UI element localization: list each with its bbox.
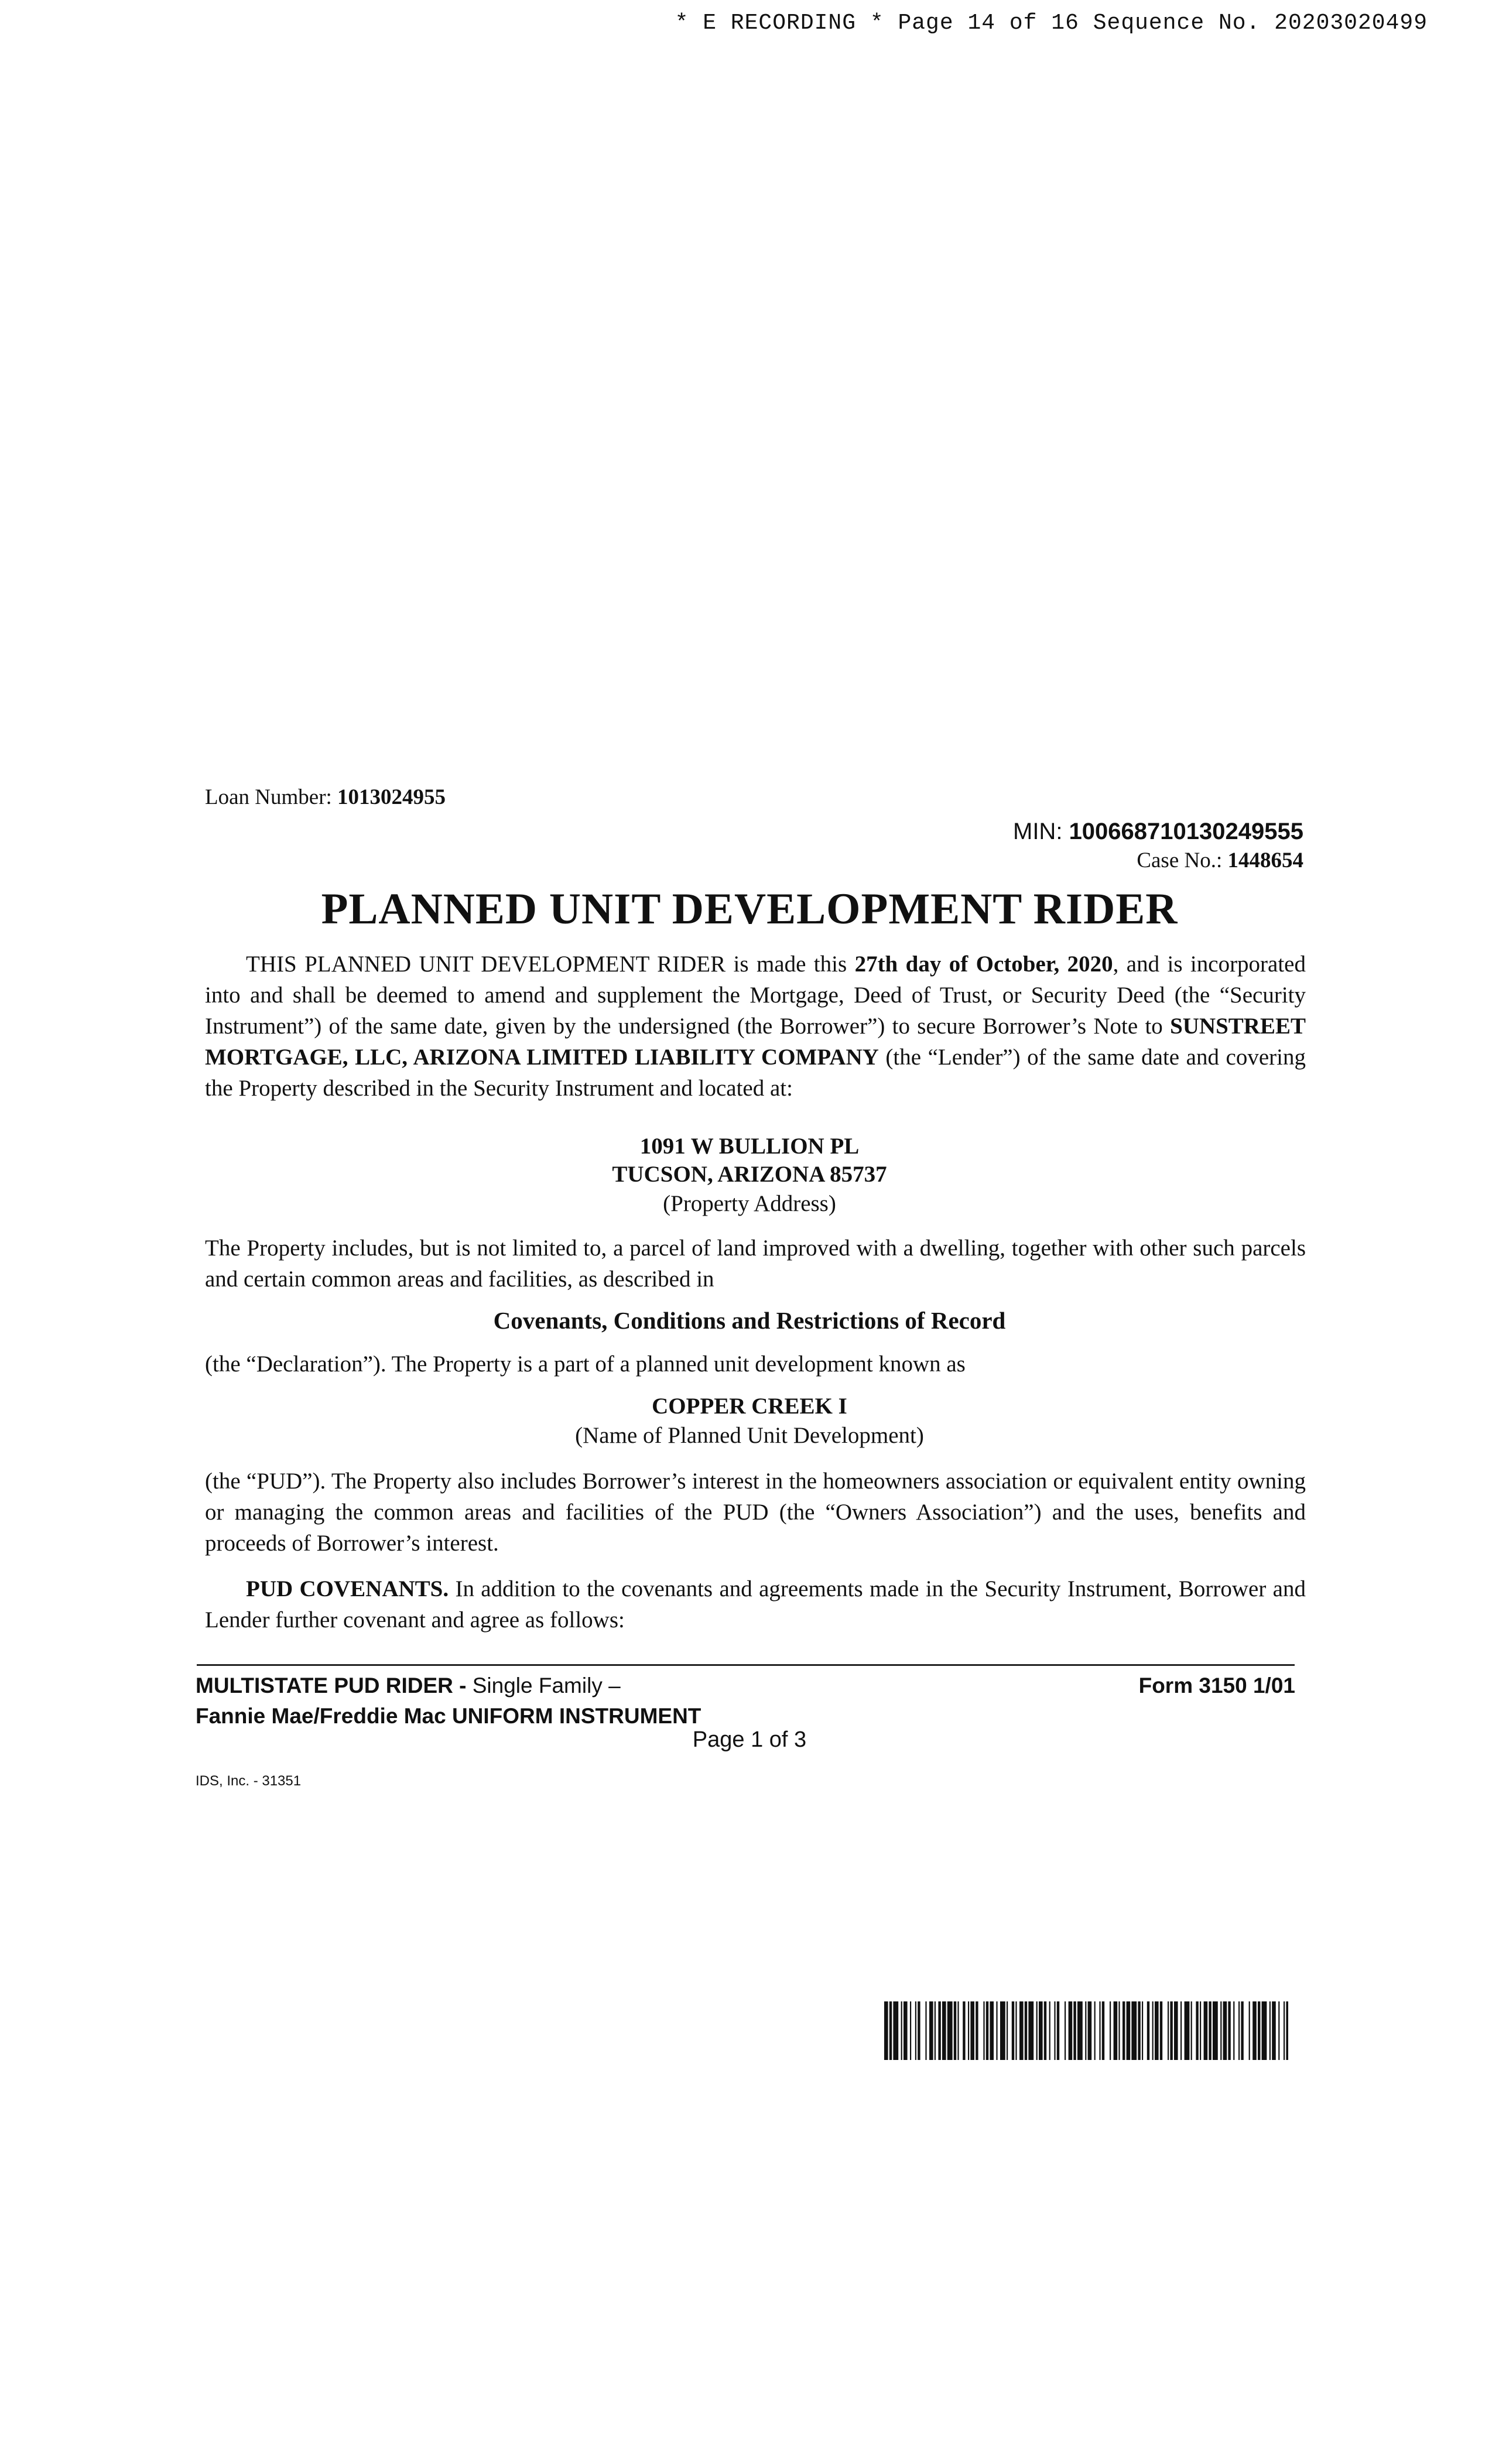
intro-text-3: (the “Lender”) of the same date and covering the Property described in the Security Instrument and located at: [205,1045,1306,1101]
pud-caption: (Name of Planned Unit Development) [575,1423,924,1448]
min-number [1013,819,1303,845]
case-number [1137,848,1303,873]
loan-number [205,785,446,810]
form-number: Form 3150 1/01 [1138,1674,1295,1698]
form-title-line-2: Fannie Mae/Freddie Mac UNIFORM INSTRUMENT [196,1704,701,1728]
intro-paragraph [205,949,1306,1104]
pud-name: COPPER CREEK I [652,1394,847,1419]
declaration-title: Covenants, Conditions and Restrictions of Record [493,1307,1006,1334]
barcode-image [884,2001,1288,2060]
case-label: Case No.: [1137,848,1223,872]
covenants-heading: PUD COVENANTS. [246,1576,449,1601]
case-value: 1448654 [1227,848,1303,872]
footer-divider [197,1664,1295,1666]
property-paragraph: The Property includes, but is not limited to, a parcel of land improved with a dwelling, together with other such parcels and certain common areas and facilities, as described in [205,1236,1306,1292]
form-title-bold: MULTISTATE PUD RIDER - [196,1674,473,1698]
loan-number-value: 1013024955 [337,785,446,809]
form-title [196,1671,701,1731]
min-value: 100668710130249555 [1069,819,1303,844]
form-title-normal: Single Family – [472,1674,621,1698]
document-title: PLANNED UNIT DEVELOPMENT RIDER [321,885,1178,933]
min-label: MIN: [1013,819,1063,844]
page-indicator: Page 1 of 3 [692,1727,807,1752]
covenants-paragraph [205,1573,1306,1635]
vendor-code: IDS, Inc. - 31351 [196,1773,302,1789]
address-line-1: 1091 W BULLION PL [639,1134,860,1159]
pud-paragraph: (the “PUD”). The Property also includes Borrower’s interest in the homeowners association or equivalent entity owning or managing the common areas and facilities of the PUD (the “Owners Association”) and the uses, benefits and proceeds of Borrower’s interest. [205,1469,1306,1556]
address-line-2: TUCSON, ARIZONA 85737 [612,1162,887,1187]
rider-date: 27th day of October, 2020 [854,952,1113,977]
recording-stamp: * E RECORDING * Page 14 of 16 Sequence No. 20203020499 [675,11,1428,36]
lender-name: SUNSTREET MORTGAGE, LLC, ARIZONA LIMITED LIABILITY COMPANY [205,1014,1306,1070]
declaration-paragraph: (the “Declaration”). The Property is a part of a planned unit development known as [205,1351,966,1377]
intro-text-1: THIS PLANNED UNIT DEVELOPMENT RIDER is made this [246,952,855,977]
loan-number-label: Loan Number: [205,785,332,809]
address-caption: (Property Address) [663,1191,836,1216]
intro-text-2: , and is incorporated into and shall be deemed to amend and supplement the Mortgage, Deed of Trust, or Security Deed (the “Security Instrument”) of the same date, given by the undersigned (the Borrower”) to secure Borrower’s Note to [205,952,1306,1039]
covenants-text: In addition to the covenants and agreements made in the Security Instrument, Borrower and Lender further covenant and agree as follows: [205,1576,1306,1633]
